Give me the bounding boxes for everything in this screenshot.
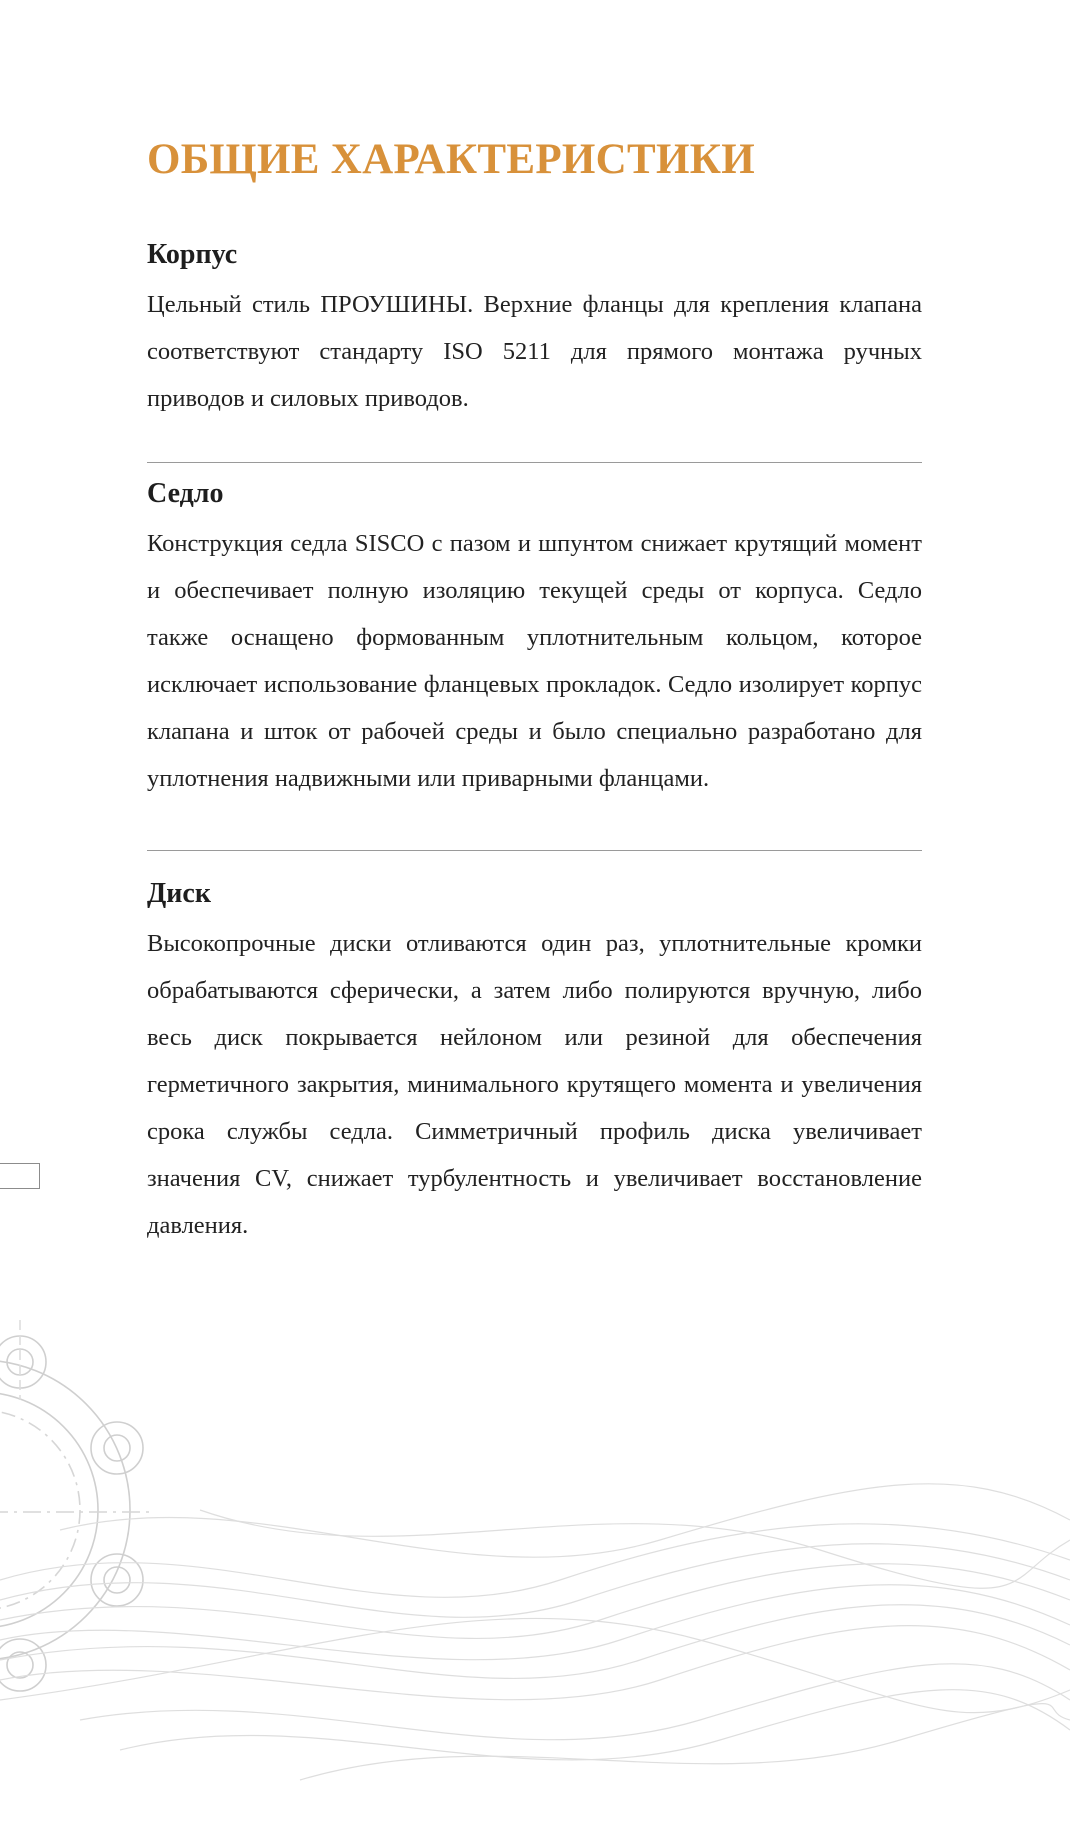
decorative-waves bbox=[0, 1484, 1070, 1780]
section-heading-seat: Седло bbox=[147, 478, 224, 509]
section-heading-disc: Диск bbox=[147, 878, 211, 909]
section-text-seat: Конструкция седла SISCO с пазом и шпунтом снижает крутящий момент и обеспечивает полную изоляцию текущей среды от корпуса. Седло также оснащено формованным уплотнительным кольцом, которое исключает использование фланцевых прокладок. Седло изолирует корпус клапана и шток от рабочей среды и было специально разработано для уплотнения надвижными или приварными фланцами. bbox=[147, 530, 922, 792]
section-heading-housing: Корпус bbox=[147, 239, 238, 270]
section-divider bbox=[147, 850, 922, 851]
section-text-disc: Высокопрочные диски отливаются один раз, уплотнительные кромки обрабатываются сферически, а затем либо полируются вручную, либо весь диск покрывается нейлоном или резиной для обеспечения герметичного закрытия, минимального крутящего момента и увеличения срока службы седла. Симметричный профиль диска увеличивает значения CV, снижает турбулентность и увеличивает восстановление давления. bbox=[147, 930, 922, 1239]
decorative-background bbox=[0, 1280, 1070, 1847]
page-title: ОБЩИЕ ХАРАКТЕРИСТИКИ bbox=[147, 136, 755, 183]
section-text-housing: Цельный стиль ПРОУШИНЫ. Верхние фланцы для крепления клапана соответствуют стандарту ISO 5211 для прямого монтажа ручных приводов и силовых приводов. bbox=[147, 291, 922, 412]
page-header bbox=[147, 128, 922, 192]
page-edge-marker bbox=[0, 1163, 40, 1189]
section-divider bbox=[147, 462, 922, 463]
